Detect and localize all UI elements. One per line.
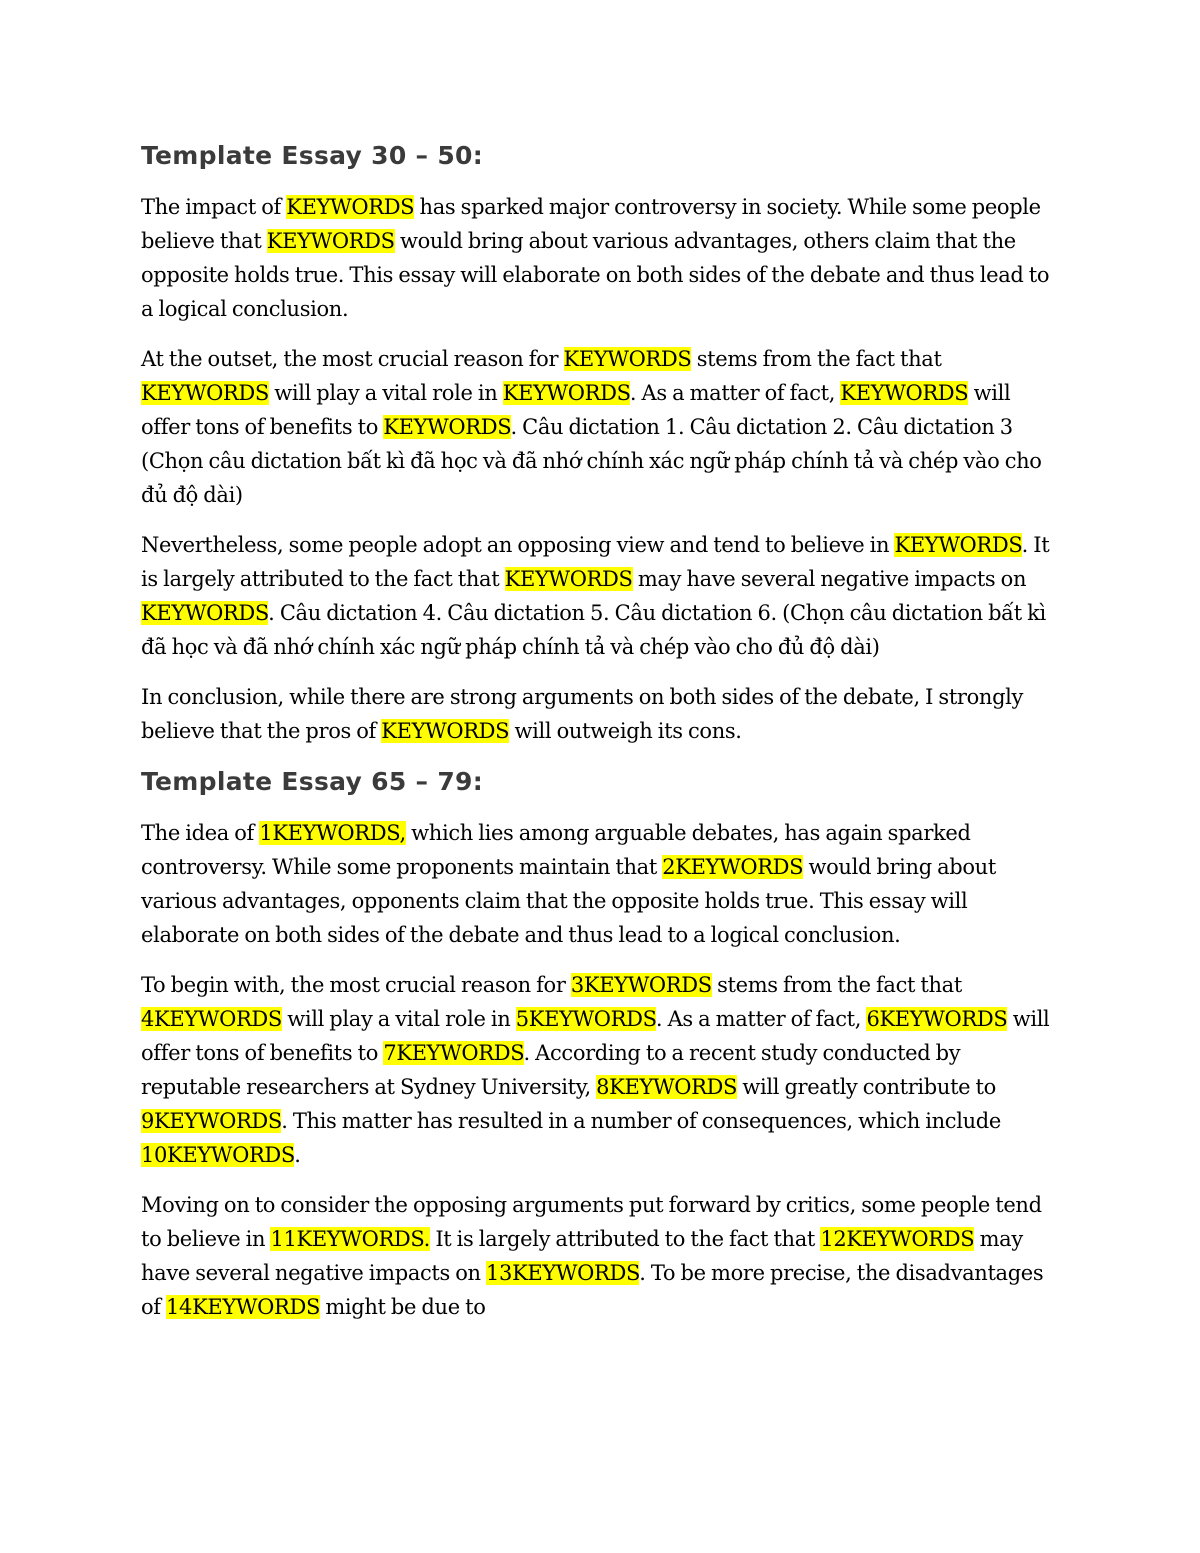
keyword-highlight: KEYWORDS	[141, 601, 269, 625]
text-run: .	[294, 1143, 301, 1167]
text-run: . This matter has resulted in a number of consequences, which include	[281, 1109, 1001, 1133]
keyword-highlight: KEYWORDS	[141, 381, 269, 405]
keyword-highlight: 13KEYWORDS	[486, 1261, 640, 1285]
text-run: stems from the fact that	[691, 347, 942, 371]
text-run: . As a matter of fact,	[629, 381, 841, 405]
text-run: . To be more precise, the disadvantages of	[141, 1261, 1044, 1319]
keyword-highlight: 11KEYWORDS.	[270, 1227, 430, 1251]
text-run: has sparked major controversy in society. While some people believe that	[141, 195, 1041, 253]
text-run: will greatly contribute to	[737, 1075, 996, 1099]
text-run: will offer tons of benefits to	[141, 1007, 1050, 1065]
text-run: will offer tons of benefits to	[141, 381, 1011, 439]
text-run: which lies among arguable debates, has again sparked controversy. While some proponents maintain that	[141, 821, 971, 879]
keyword-highlight: KEYWORDS	[504, 567, 633, 591]
text-run: The idea of	[141, 821, 260, 845]
keyword-highlight: KEYWORDS	[563, 347, 692, 371]
keyword-highlight: KEYWORDS	[840, 381, 969, 405]
paragraph	[141, 680, 1060, 748]
paragraph	[141, 1188, 1060, 1324]
text-run: . According to a recent study conducted by reputable researchers at Sydney University,	[141, 1041, 961, 1099]
text-run: might be due to	[320, 1295, 486, 1319]
text-run: would bring about various advantages, opponents claim that the opposite holds true. This essay will elaborate on both sides of the debate and thus lead to a logical conclusion.	[141, 855, 996, 947]
text-run: . Câu dictation 1. Câu dictation 2. Câu dictation 3 (Chọn câu dictation bất kì đã học và đã nhớ chính xác ngữ pháp chính tả và chép vào cho đủ độ dài)	[141, 415, 1042, 507]
text-run: will play a vital role in	[268, 381, 503, 405]
keyword-highlight: 7KEYWORDS	[383, 1041, 524, 1065]
keyword-highlight: 14KEYWORDS	[166, 1295, 320, 1319]
text-run: would bring about various advantages, others claim that the opposite holds true. This essay will elaborate on both sides of the debate and thus lead to a logical conclusion.	[141, 229, 1050, 321]
keyword-highlight: 12KEYWORDS	[820, 1227, 975, 1251]
text-run: To begin with, the most crucial reason for	[141, 973, 571, 997]
keyword-highlight: 5KEYWORDS	[515, 1007, 656, 1031]
text-run: stems from the fact that	[711, 973, 962, 997]
keyword-highlight: 10KEYWORDS	[141, 1143, 295, 1167]
keyword-highlight: 6KEYWORDS	[866, 1007, 1008, 1031]
paragraph	[141, 968, 1060, 1172]
text-run: The impact of	[141, 195, 287, 219]
keyword-highlight: 4KEYWORDS	[141, 1007, 282, 1031]
keyword-highlight: KEYWORDS	[502, 381, 630, 405]
keyword-highlight: KEYWORDS	[286, 195, 415, 219]
keyword-highlight: KEYWORDS	[381, 719, 510, 743]
text-run: . As a matter of fact,	[655, 1007, 867, 1031]
keyword-highlight: 9KEYWORDS	[141, 1109, 282, 1133]
paragraph	[141, 528, 1060, 664]
keyword-highlight: KEYWORDS	[383, 415, 511, 439]
paragraph	[141, 342, 1060, 512]
keyword-highlight: 1KEYWORDS,	[259, 821, 406, 845]
keyword-highlight: 3KEYWORDS	[570, 973, 712, 997]
paragraph	[141, 816, 1060, 952]
section-heading-essay-65-79: Template Essay 65 – 79:	[141, 767, 484, 796]
text-run: may have several negative impacts on	[141, 1227, 1023, 1285]
text-run: will outweigh its cons.	[509, 719, 742, 743]
keyword-highlight: KEYWORDS	[266, 229, 395, 253]
text-run: At the outset, the most crucial reason for	[141, 347, 564, 371]
text-run: will play a vital role in	[281, 1007, 516, 1031]
text-run: . Câu dictation 4. Câu dictation 5. Câu dictation 6. (Chọn câu dictation bất kì đã học và đã nhớ chính xác ngữ pháp chính tả và chép vào cho đủ độ dài)	[141, 601, 1046, 659]
keyword-highlight: KEYWORDS	[894, 533, 1022, 557]
text-run: . It is largely attributed to the fact that	[141, 533, 1050, 591]
text-run: Nevertheless, some people adopt an opposing view and tend to believe in	[141, 533, 895, 557]
text-run: In conclusion, while there are strong arguments on both sides of the debate, I strongly believe that the pros of	[141, 685, 1024, 743]
paragraph	[141, 190, 1060, 326]
keyword-highlight: 8KEYWORDS	[596, 1075, 738, 1099]
section-heading-essay-30-50: Template Essay 30 – 50:	[141, 141, 484, 170]
text-run: may have several negative impacts on	[632, 567, 1027, 591]
text-run: It is largely attributed to the fact that	[430, 1227, 821, 1251]
text-run: Moving on to consider the opposing arguments put forward by critics, some people tend to believe in	[141, 1193, 1042, 1251]
keyword-highlight: 2KEYWORDS	[662, 855, 804, 879]
